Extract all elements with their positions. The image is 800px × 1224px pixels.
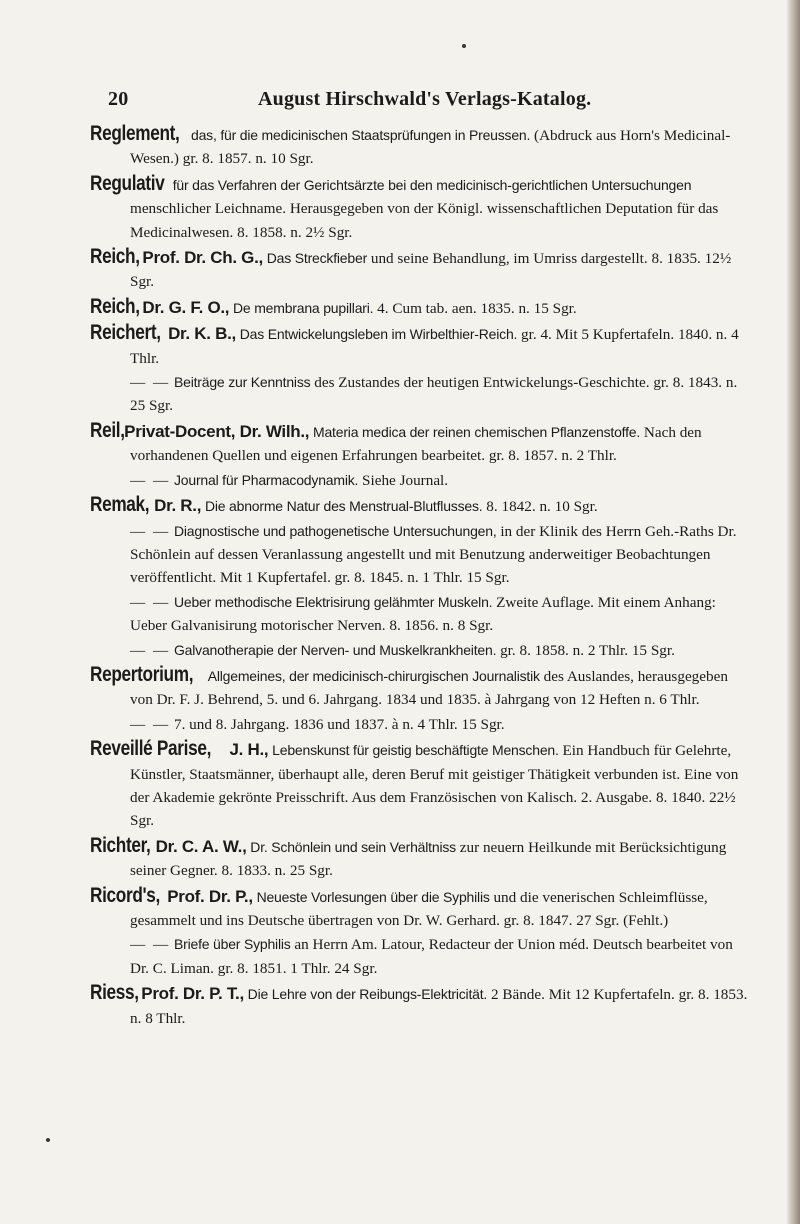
catalog-entry [89,245,748,294]
entry-details: Nach den vorhandenen Quellen und eigenen Erfahrungen bearbeitet. gr. 8. 1857. n. 2 Thlr. [130,423,702,465]
entry-headword: Reglement, [89,122,180,145]
speck-mark [46,1138,50,1142]
entry-title: Galvanotherapie der Nerven- und Muskelkrankheiten. [173,641,497,658]
entry-details: gr. 8. 1858. n. 2 Thlr. 15 Sgr. [500,641,675,659]
catalog-entry [89,833,748,883]
repeat-dash: — — [130,522,171,540]
entry-details: des Auslandes, herausgegeben von Dr. F. J. Behrend, 5. und 6. Jahrgang. 1834 und 1835. à Jahrgang von 12 Heften n. 6 Thlr. [130,667,728,709]
entry-headword: Reich, [89,245,140,269]
entry-details: Zweite Auflage. Mit einem Anhang: Ueber Galvanisirung motorischer Nerven. 8. 1856. n. 8 Sgr. [130,593,716,635]
entry-title: Lebenskunst für geistig beschäftigte Menschen. [272,742,559,759]
entry-details: und seine Behandlung, im Umriss dargestellt. 8. 1835. 12½ Sgr. [130,250,732,291]
entry-author: Prof. Dr. P. T., [141,984,244,1004]
catalog-entry [89,294,748,320]
entry-details: 4. Cum tab. aen. 1835. n. 15 Sgr. [377,299,577,317]
entry-title: Dr. Schönlein und sein Verhältniss [250,838,456,855]
entry-details: zur neuern Heilkunde mit Berücksichtigung seiner Gegner. 8. 1833. n. 25 Sgr. [130,838,727,880]
catalog-subentry [108,713,748,736]
page-header [108,88,753,114]
entry-headword: Remak, [89,493,150,517]
catalog-entry [89,122,748,171]
catalog-entries [89,122,748,1031]
entry-title: Ueber methodische Elektrisirung gelähmter Muskeln. [173,593,493,610]
entry-author: Prof. Dr. P., [167,886,253,906]
page-edge-shadow [786,0,800,1224]
entry-title: Neueste Vorlesungen über die Syphilis [256,888,490,905]
catalog-subentry [108,520,748,590]
entry-details: 8. 1842. n. 10 Sgr. [486,498,598,516]
catalog-entry [89,737,748,833]
entry-author: Dr. K. B., [168,324,236,344]
entry-title: Die abnorme Natur des Menstrual-Blutflusses. [204,498,483,515]
entry-headword: Reichert, [89,321,161,345]
entry-details: 7. und 8. Jahrgang. 1836 und 1837. à n. 4 Thlr. 15 Sgr. [173,715,505,733]
catalog-entry [89,883,748,933]
entry-details: gr. 4. Mit 5 Kupfertafeln. 1840. n. 4 Thlr. [130,326,739,367]
entry-details: 2 Bände. Mit 12 Kupfertafeln. gr. 8. 1853. n. 8 Thlr. [130,986,748,1027]
entry-details: an Herrn Am. Latour, Redacteur der Union méd. Deutsch bearbeitet von Dr. C. Liman. gr. 8. 1851. 1 Thlr. 24 Sgr. [130,936,733,977]
catalog-entry [89,493,748,518]
entry-details: Ein Handbuch für Gelehrte, Künstler, Staatsmänner, überhaupt alle, deren Beruf mit geistiger Thätigkeit verbunden ist. Eine von der Akademie gekrönte Preisschrift. Aus dem Französischen von Kalisch. 2. Ausgabe. 8. 1840. 22½ Sgr. [130,742,739,830]
entry-title: De membrana pupillari. [233,299,374,316]
catalog-entry [89,418,748,468]
catalog-subentry [108,591,748,638]
entry-headword: Richter, [89,833,151,857]
entry-details: menschlicher Leichname. Herausgegeben von der Königl. wissenschaftlichen Deputation für das Medicinalwesen. 8. 1858. n. 2½ Sgr. [130,200,719,241]
entry-author: Dr. G. F. O., [142,297,230,317]
speck-mark [462,44,466,48]
entry-title: Diagnostische und pathogenetische Untersuchungen, [173,522,497,539]
repeat-dash: — — [130,715,171,733]
catalog-subentry [108,639,748,662]
catalog-title: August Hirschwald's Verlags-Katalog. [258,88,592,110]
entry-author: J. H., [229,740,269,760]
entry-title: das, für die medicinischen Staatsprüfungen in Preussen. [191,127,531,143]
catalog-entry [89,662,748,712]
entry-title: Die Lehre von der Reibungs-Elektricität. [247,986,488,1003]
entry-headword: Reveillé Parise, [89,737,212,761]
entry-details: des Zustandes der heutigen Entwickelungs-Geschichte. gr. 8. 1843. n. 25 Sgr. [130,374,738,415]
entry-author: Privat-Docent, Dr. Wilh., [124,421,310,441]
repeat-dash: — — [130,936,171,954]
entry-author: Dr. C. A. W., [155,836,247,856]
entry-details: (Abdruck aus Horn's Medicinal-Wesen.) gr. 8. 1857. n. 10 Sgr. [130,127,731,168]
entry-author: Prof. Dr. Ch. G., [142,248,263,268]
repeat-dash: — — [130,641,171,659]
entry-headword: Regulativ [89,171,165,195]
entry-headword: Reil, [89,418,125,442]
entry-title: Das Entwickelungsleben im Wirbelthier-Reich. [239,326,518,343]
catalog-entry [89,321,748,370]
catalog-subentry [108,469,748,492]
entry-headword: Riess, [89,981,139,1005]
catalog-entry [89,981,748,1030]
repeat-dash: — — [130,374,171,392]
entry-title: Beiträge zur Kenntniss [173,374,311,391]
catalog-subentry [108,371,748,418]
entry-headword: Reich, [89,294,140,318]
entry-headword: Repertorium, [89,662,194,686]
catalog-entry [89,171,748,244]
entry-title: Journal für Pharmacodynamik. [173,471,359,488]
catalog-subentry [108,933,748,980]
page-number: 20 [108,88,129,110]
entry-title: Materia medica der reinen chemischen Pflanzenstoffe. [313,423,641,440]
entry-details: in der Klinik des Herrn Geh.-Raths Dr. Schönlein auf dessen Veranlassung angestellt und mit Benutzung anderweitiger Beobachtungen veröffentlicht. Mit 1 Kupfertafel. gr. 8. 1845. n. 1 Thlr. 15 Sgr. [130,522,737,587]
entry-details: Siehe Journal. [362,471,449,489]
entry-headword: Ricord's, [89,883,161,907]
entry-title: für das Verfahren der Gerichtsärzte bei den medicinisch-gerichtlichen Untersuchungen [172,176,692,193]
entry-author: Dr. R., [154,496,202,516]
repeat-dash: — — [130,593,171,611]
entry-title: Allgemeines, der medicinisch-chirurgischen Journalistik [207,667,540,684]
entry-title: Das Streckfieber [266,250,368,267]
repeat-dash: — — [130,471,171,489]
entry-title: Briefe über Syphilis [173,936,291,953]
entry-details: und die venerischen Schleimflüsse, gesammelt und ins Deutsche übertragen von Dr. W. Gerhard. gr. 8. 1847. 27 Sgr. (Fehlt.) [130,888,708,929]
